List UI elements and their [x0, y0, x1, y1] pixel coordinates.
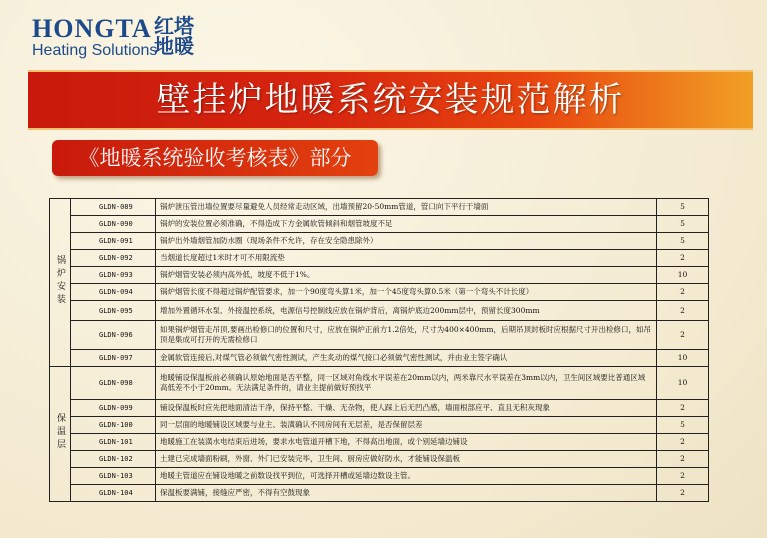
page-title: 壁挂炉地暖系统安装规范解析 [156, 80, 625, 120]
item-description: 地暖施工在装潢水电结束后进场，要求水电管道开槽下地，不得高出地面，或个别延墙边铺设 [156, 434, 657, 451]
item-score: 2 [657, 468, 709, 485]
item-code: GLDN-100 [71, 417, 156, 434]
item-code: GLDN-103 [71, 468, 156, 485]
item-score: 5 [657, 199, 709, 216]
item-description: 同一层面的地暖铺设区域要与业主、装潢确认不同房间有无层差，是否保留层差 [156, 417, 657, 434]
table-row [50, 250, 709, 267]
item-description: 铺设保温板时应先把地面清洁干净，保持平整、干燥、无杂物，使人踩上后无凹凸感，墙面根部应平、直且无积灰现象 [156, 400, 657, 417]
logo-english-name: HONGTA [32, 14, 152, 43]
item-description: 金属软管连接后,对煤气管必须做气密性测试，产生炙动的煤气接口必须做气密性测试，并由业主签字确认 [156, 350, 657, 367]
item-code: GLDN-102 [71, 451, 156, 468]
item-description: 保温板要满铺，接缝应严密，不得有空鼓现象 [156, 485, 657, 502]
table-row [50, 485, 709, 502]
item-code: GLDN-096 [71, 321, 156, 350]
item-score: 2 [657, 451, 709, 468]
item-description: 锅炉泄压管出墙位置要尽量避免人员经常走动区域，出墙预留20-50mm管道，管口向下平行于墙面 [156, 199, 657, 216]
item-code: GLDN-090 [71, 216, 156, 233]
item-description: 锅炉的安装位置必须准确，不得造成下方金属软管倾斜和烟管坡度不足 [156, 216, 657, 233]
item-code: GLDN-089 [71, 199, 156, 216]
item-code: GLDN-092 [71, 250, 156, 267]
item-code: GLDN-097 [71, 350, 156, 367]
category-label: 锅炉安装 [55, 255, 65, 307]
item-code: GLDN-091 [71, 233, 156, 250]
item-score: 2 [657, 321, 709, 350]
category-label: 保温层 [55, 413, 65, 452]
item-score: 5 [657, 216, 709, 233]
hongta-logo [32, 14, 222, 60]
item-score: 10 [657, 367, 709, 400]
table-row [50, 367, 709, 400]
table-row [50, 301, 709, 321]
item-description: 如果锅炉烟管走吊顶,要画出检修口的位置和尺寸，应放在锅炉正前方1.2倍处，尺寸为400×400mm，后期吊顶封板时应根据尺寸开出检修口，如吊顶是集成可打开的无需检修口 [156, 321, 657, 350]
table-row [50, 216, 709, 233]
table-row [50, 199, 709, 216]
title-banner [28, 70, 753, 130]
item-code: GLDN-099 [71, 400, 156, 417]
item-code: GLDN-101 [71, 434, 156, 451]
item-code: GLDN-104 [71, 485, 156, 502]
item-description: 当烟道长度超过1米时才可不用限流垫 [156, 250, 657, 267]
table-row [50, 434, 709, 451]
table-row [50, 267, 709, 284]
item-code: GLDN-094 [71, 284, 156, 301]
item-score: 10 [657, 350, 709, 367]
item-description: 地暖铺设保温板前必须确认原始地面是否平整，同一区域对角线水平误差在20mm以内，两米靠尺水平误差在3mm以内，卫生间区域要比普通区域高低差不小于20mm。无法满足条件的，请业主提前做好预找平 [156, 367, 657, 400]
item-score: 2 [657, 284, 709, 301]
inspection-table [49, 198, 709, 502]
table-row [50, 451, 709, 468]
item-score: 10 [657, 267, 709, 284]
category-cell [50, 367, 71, 502]
item-score: 2 [657, 250, 709, 267]
item-description: 锅炉烟管安装必须内高外低，坡度不低于1%。 [156, 267, 657, 284]
table-row [50, 468, 709, 485]
item-code: GLDN-098 [71, 367, 156, 400]
item-score: 2 [657, 485, 709, 502]
table-row [50, 417, 709, 434]
item-score: 2 [657, 434, 709, 451]
item-score: 5 [657, 233, 709, 250]
table-row [50, 350, 709, 367]
logo-chinese-name: 红塔地暖 [154, 14, 194, 58]
table-row [50, 284, 709, 301]
item-description: 地暖主管道应在铺设地暖之前数设找平到位，可选择开槽或延墙边数设主管。 [156, 468, 657, 485]
item-description: 锅炉出外墙烟管加防水圈（现场条件不允许，存在安全隐患除外） [156, 233, 657, 250]
item-description: 锅炉烟管长度不得超过锅炉配管要求，加一个90度弯头算1米，加一个45度弯头算0.5米（第一个弯头不计长度） [156, 284, 657, 301]
item-description: 增加外置循环水泵、外接温控系统，电源信号控制线应放在锅炉背后，离锅炉底边200mm层中，预留长度300mm [156, 301, 657, 321]
item-code: GLDN-093 [71, 267, 156, 284]
category-cell [50, 199, 71, 367]
table-row [50, 321, 709, 350]
item-description: 土建已完成墙面粉刷，外窗、外门已安装完毕，卫生间、厨房应做好防水，才能铺设保温板 [156, 451, 657, 468]
item-code: GLDN-095 [71, 301, 156, 321]
table-row [50, 233, 709, 250]
item-score: 2 [657, 400, 709, 417]
item-score: 5 [657, 417, 709, 434]
item-score: 2 [657, 301, 709, 321]
section-subtitle: 《地暖系统验收考核表》部分 [52, 140, 378, 176]
table-row [50, 400, 709, 417]
logo-tagline: Heating Solutions [32, 42, 158, 59]
